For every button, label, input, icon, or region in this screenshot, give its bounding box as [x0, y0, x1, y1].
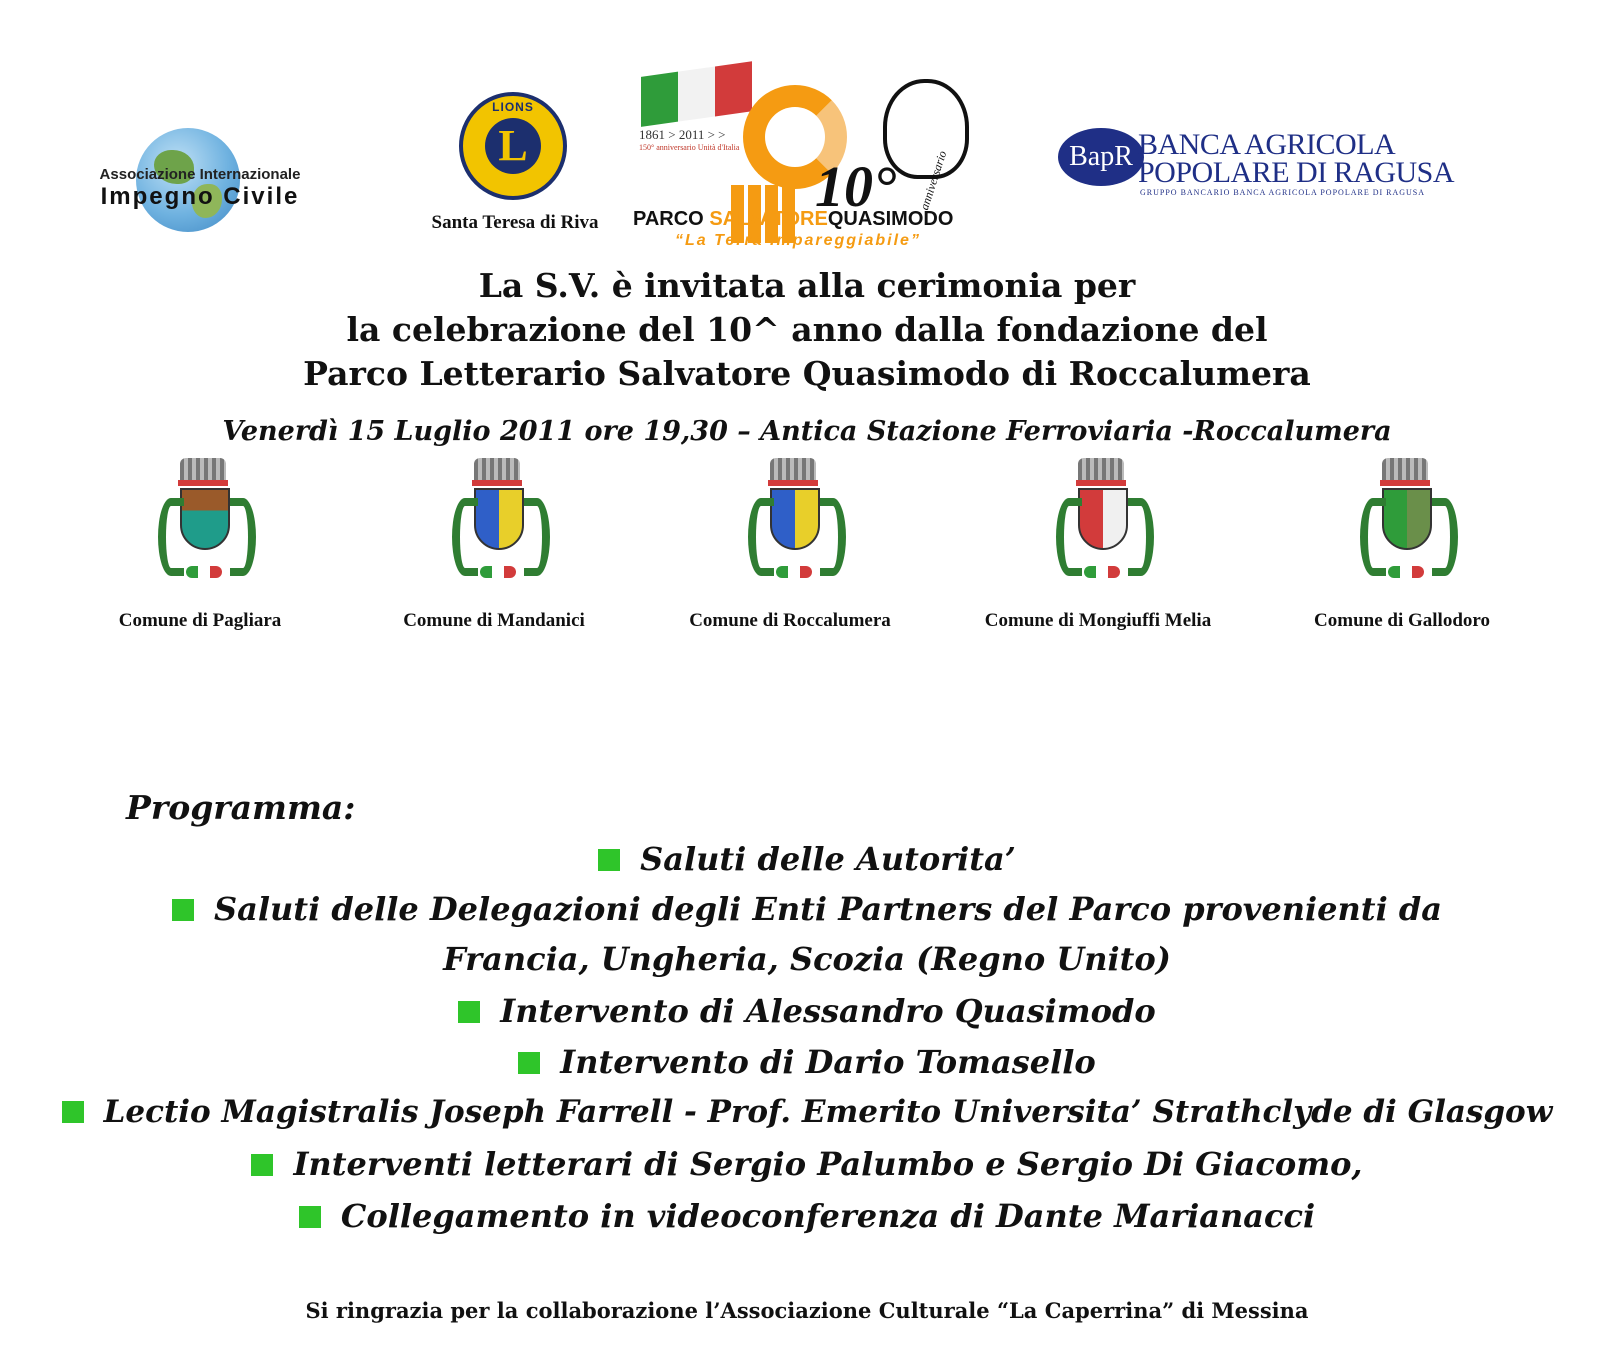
anniversario-label: anniversario — [917, 149, 950, 212]
programma-item: Interventi letterari di Sergio Palumbo e Sergio Di Giacomo, — [0, 1145, 1614, 1183]
comune-roccalumera — [660, 458, 920, 638]
programma-title: Programma: — [126, 788, 356, 827]
comune-pagliara — [70, 458, 330, 638]
anniversary-years: 1861 > 2011 > > — [639, 127, 726, 142]
programma-item: Lectio Magistralis Joseph Farrell - Prof. Emerito Universita’ Strathclyde di Glasgow — [0, 1094, 1614, 1130]
coat-of-arms-icon — [150, 458, 254, 598]
programma-item: Intervento di Dario Tomasello — [0, 1043, 1614, 1081]
bank-monogram: BapR — [1058, 128, 1144, 186]
coat-of-arms-icon — [444, 458, 548, 598]
coat-of-arms-icon — [1048, 458, 1152, 598]
association-name-line1: Associazione Internazionale — [99, 166, 301, 183]
programma-item-continuation: Francia, Ungheria, Scozia (Regno Unito) — [443, 940, 1171, 978]
lions-club-caption: Santa Teresa di Riva — [431, 212, 599, 233]
bank-logo — [1058, 128, 1458, 208]
lions-emblem-icon — [459, 92, 567, 200]
parco-quasimodo-logo — [633, 55, 973, 255]
invitation-line-2: la celebrazione del 10^ anno dalla fondazione del — [346, 310, 1268, 349]
programma-item: Collegamento in videoconferenza di Dante Marianacci — [0, 1197, 1614, 1235]
coat-of-arms-icon — [740, 458, 844, 598]
italian-flag-icon — [641, 61, 753, 127]
lions-emblem-word: LIONS — [492, 100, 534, 114]
bank-group-line: GRUPPO BANCARIO BANCA AGRICOLA POPOLARE DI RAGUSA — [1140, 188, 1426, 197]
programma-item: Intervento di Alessandro Quasimodo — [0, 992, 1614, 1030]
comune-mandanici — [364, 458, 624, 638]
comune-gallodoro — [1272, 458, 1532, 638]
parco-name: PARCO SALVATOREQUASIMODO — [633, 208, 954, 230]
invitation-line-3: Parco Letterario Salvatore Quasimodo di Roccalumera — [303, 354, 1311, 393]
comune-label: Comune di Gallodoro — [1314, 610, 1490, 631]
programma-item: Saluti delle Autorita’ — [0, 840, 1614, 878]
bank-name-line1: BANCA AGRICOLA — [1138, 128, 1396, 161]
lions-emblem-letter: L — [485, 118, 541, 174]
coat-of-arms-icon — [1352, 458, 1456, 598]
green-square-bullet-icon — [518, 1052, 540, 1074]
association-name-line2: Impegno Civile — [100, 183, 300, 210]
green-square-bullet-icon — [172, 899, 194, 921]
parco-tagline: “La Terra Impareggiabile” — [675, 232, 921, 249]
invitation-line-1: La S.V. è invitata alla cerimonia per — [478, 266, 1136, 305]
acknowledgement: Si ringrazia per la collaborazione l’Associazione Culturale “La Caperrina” di Messina — [305, 1298, 1309, 1323]
comune-label: Comune di Mongiuffi Melia — [984, 610, 1212, 631]
tenth-anniversary-mark: 10° — [815, 154, 897, 219]
comune-label: Comune di Pagliara — [118, 610, 282, 631]
green-square-bullet-icon — [458, 1001, 480, 1023]
lions-club-logo — [431, 92, 599, 252]
comune-label: Comune di Mandanici — [403, 610, 585, 631]
green-square-bullet-icon — [299, 1206, 321, 1228]
bank-name-line2: POPOLARE DI RAGUSA — [1138, 156, 1455, 189]
green-square-bullet-icon — [251, 1154, 273, 1176]
comune-mongiuffi-melia — [968, 458, 1228, 638]
event-date-location: Venerdì 15 Luglio 2011 ore 19,30 – Antica Stazione Ferroviaria -Roccalumera — [222, 416, 1392, 447]
green-square-bullet-icon — [62, 1101, 84, 1123]
comune-label: Comune di Roccalumera — [689, 610, 891, 631]
anniversary-years-sub: 150° anniversario Unità d'Italia — [639, 143, 740, 152]
programma-item: Saluti delle Delegazioni degli Enti Partners del Parco provenienti da — [0, 890, 1614, 928]
green-square-bullet-icon — [598, 849, 620, 871]
association-logo — [70, 128, 330, 233]
